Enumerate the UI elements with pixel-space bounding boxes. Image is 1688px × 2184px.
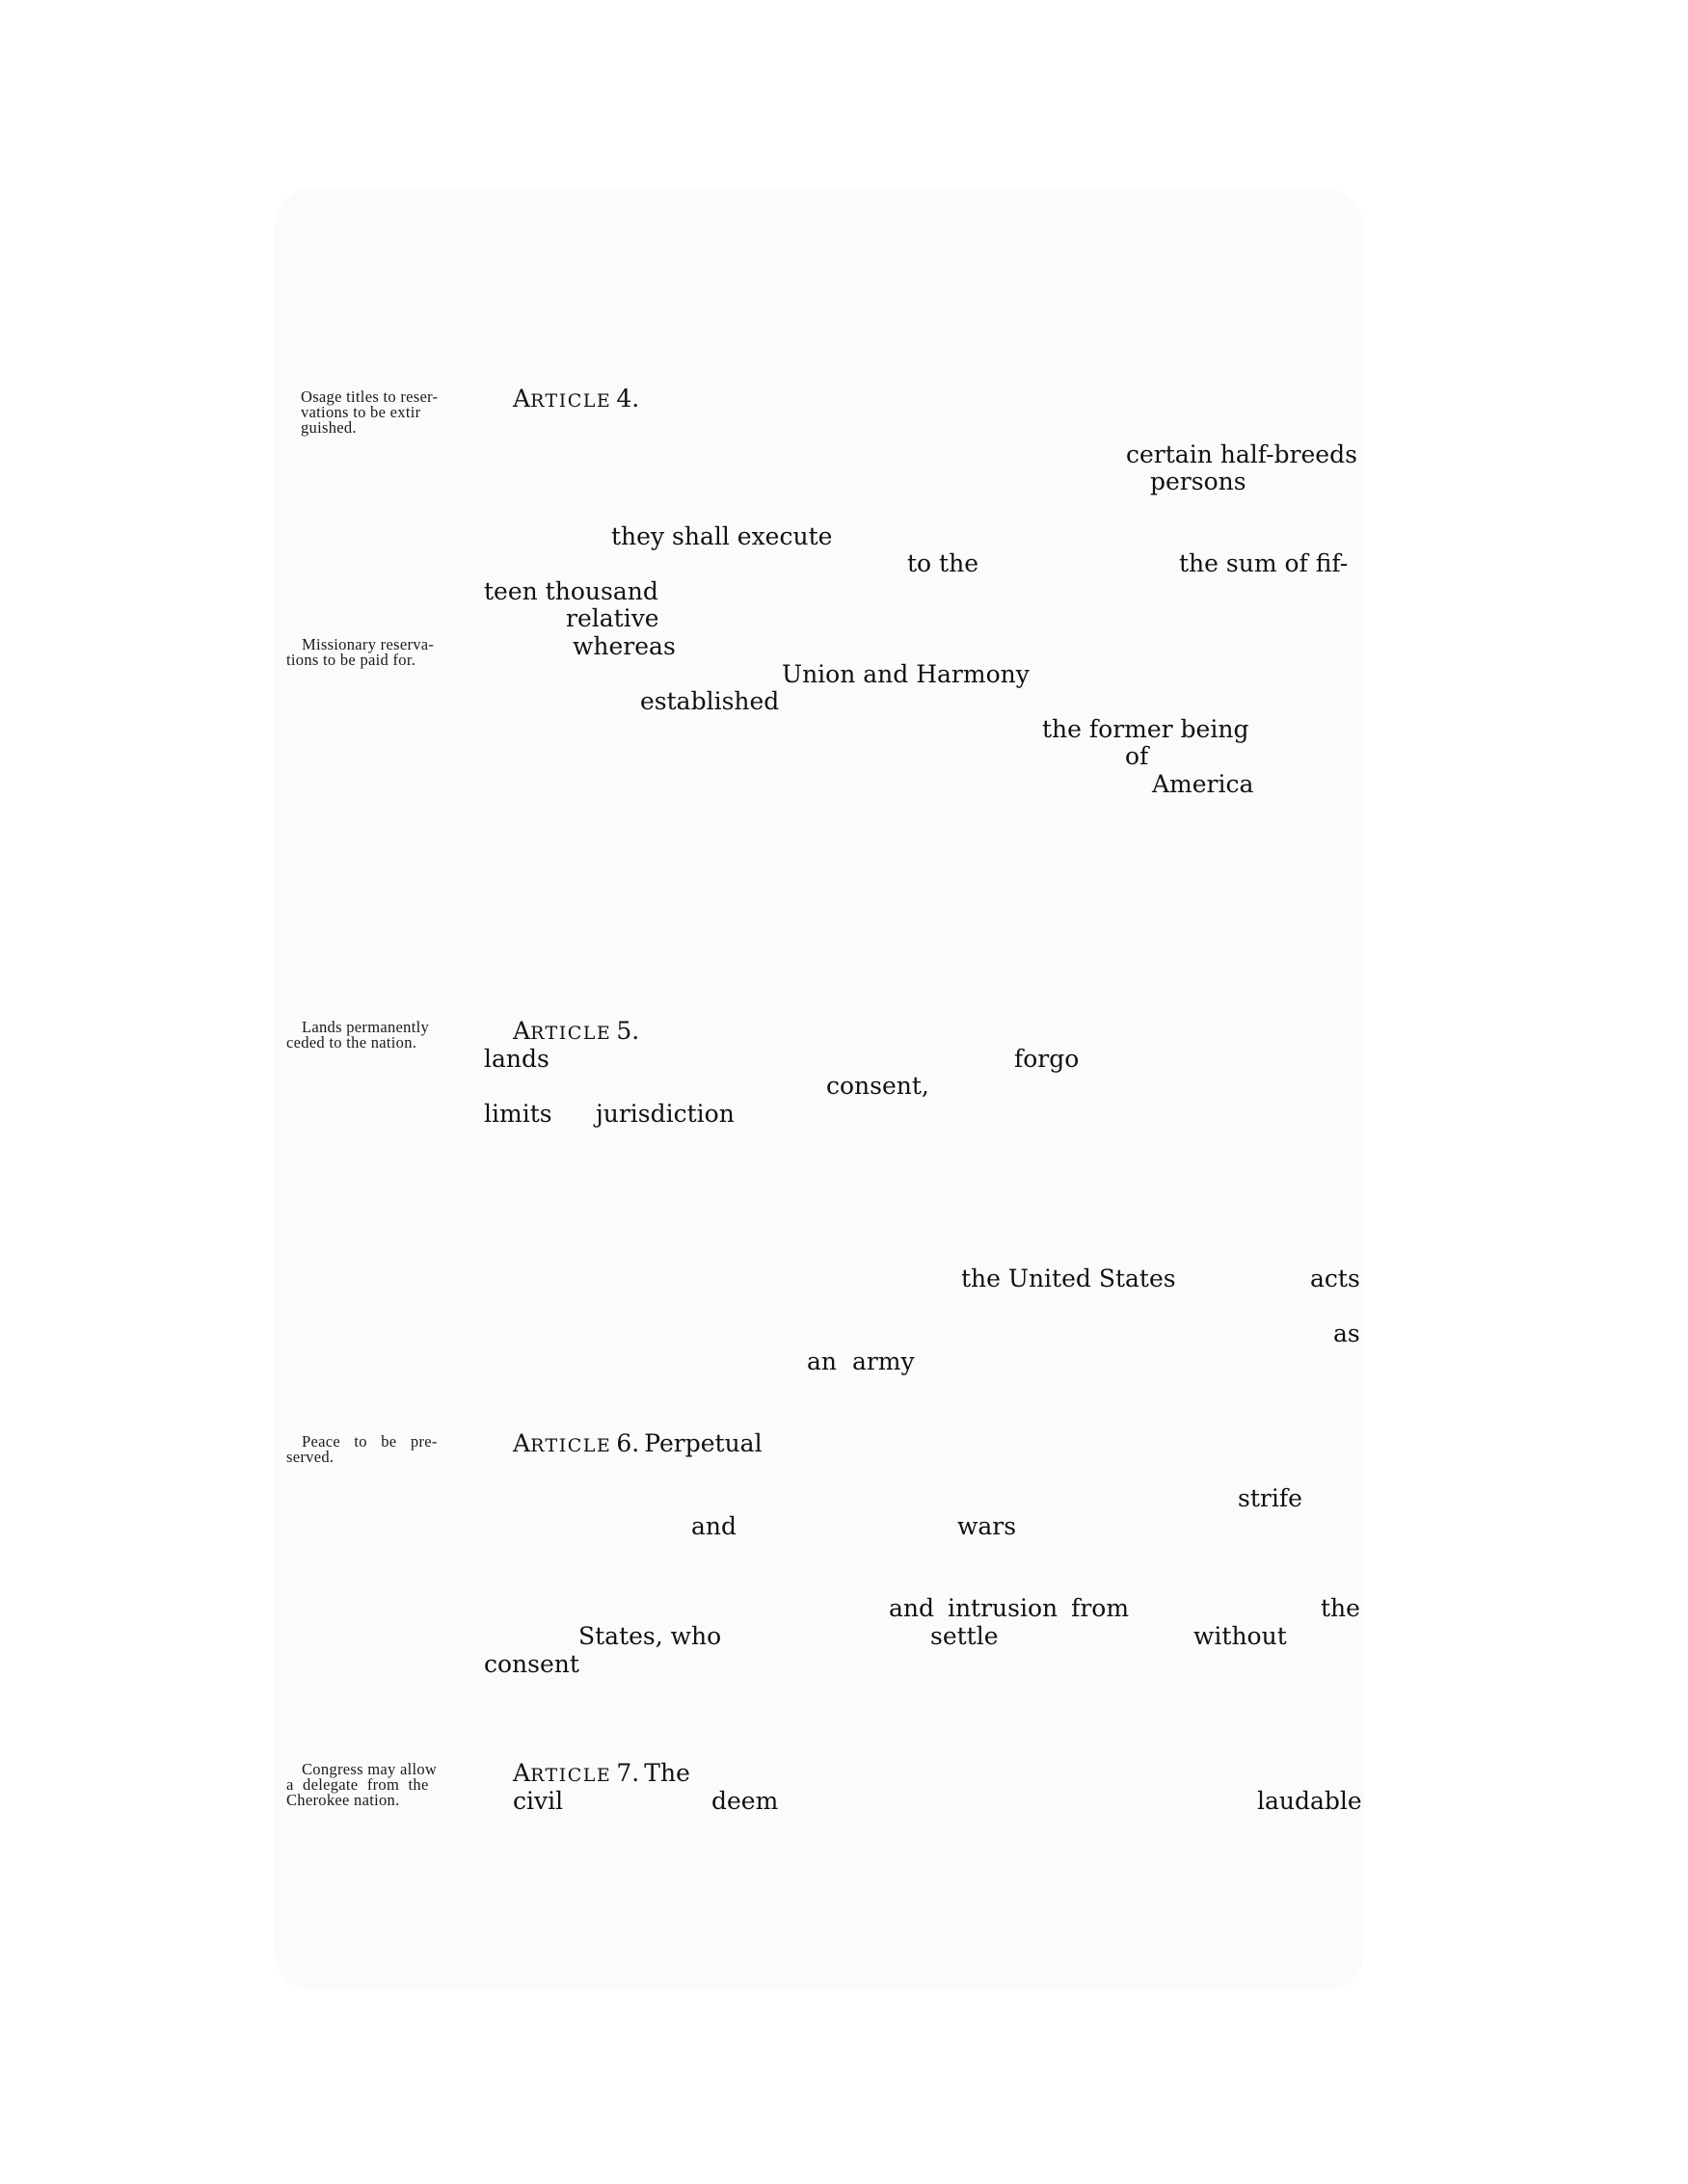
margin-note-article-7	[286, 1762, 437, 1808]
heading-small-caps: RTICLE	[530, 1435, 612, 1456]
word: to the	[907, 549, 978, 577]
word: certain half-breeds	[1126, 440, 1357, 468]
margin-note-line: Congress may allow	[302, 1760, 438, 1778]
heading-text: The	[644, 1759, 690, 1787]
word: an army	[807, 1347, 915, 1375]
word: acts	[1310, 1265, 1360, 1292]
word: the United States	[961, 1265, 1176, 1292]
word: and	[691, 1512, 737, 1540]
word: whereas	[573, 632, 676, 660]
heading-initial: A	[513, 1017, 531, 1045]
margin-note-line: Peace to be pre-	[302, 1432, 438, 1451]
word: without	[1193, 1622, 1287, 1650]
word: teen thousand	[484, 577, 658, 605]
word: jurisdiction	[596, 1100, 735, 1128]
heading-text: Perpetual	[644, 1429, 763, 1457]
margin-note-article-6	[286, 1434, 438, 1465]
heading-initial: A	[513, 385, 531, 413]
margin-note-line: a delegate from the	[286, 1775, 429, 1794]
margin-note-line: Missionary reserva-	[302, 635, 435, 653]
heading-small-caps: RTICLE	[530, 390, 612, 412]
word: the sum of fif-	[1179, 549, 1349, 577]
margin-note-line: Osage titles to reser-	[301, 387, 439, 406]
word: laudable	[1257, 1787, 1362, 1815]
margin-note-line: guished.	[301, 418, 357, 437]
margin-note-line: Lands permanently	[302, 1018, 430, 1036]
heading-number: 7.	[616, 1759, 640, 1787]
word: relative	[566, 604, 659, 632]
word: America	[1152, 770, 1254, 798]
word: consent,	[826, 1072, 929, 1100]
margin-note-line: vations to be extir	[301, 403, 421, 421]
word: civil	[513, 1787, 564, 1815]
heading-initial: A	[513, 1429, 531, 1457]
margin-note-line: ceded to the nation.	[286, 1033, 417, 1052]
word: persons	[1150, 467, 1246, 495]
margin-note-line: served.	[286, 1448, 335, 1466]
heading-initial: A	[513, 1759, 531, 1787]
article-4-heading	[513, 386, 639, 415]
word: settle	[930, 1622, 999, 1650]
article-5-heading	[513, 1018, 639, 1048]
word: the former being	[1042, 715, 1249, 743]
heading-small-caps: RTICLE	[530, 1765, 612, 1786]
margin-note-article-5	[286, 1020, 429, 1051]
word: limits	[484, 1100, 552, 1128]
margin-note-line: Cherokee nation.	[286, 1791, 400, 1809]
word: as	[1333, 1319, 1360, 1347]
word: States, who	[578, 1622, 722, 1650]
word: Union and Harmony	[782, 660, 1030, 688]
word: forgo	[1014, 1045, 1080, 1073]
word: and intrusion from	[889, 1594, 1130, 1622]
margin-note-article-4	[301, 389, 438, 436]
heading-number: 4.	[616, 385, 640, 413]
word: strife	[1238, 1484, 1302, 1512]
margin-note-line: tions to be paid for.	[286, 651, 416, 669]
heading-small-caps: RTICLE	[530, 1023, 612, 1044]
heading-number: 6.	[616, 1429, 640, 1457]
word: consent	[484, 1650, 579, 1678]
word: the	[1321, 1594, 1360, 1622]
word: deem	[711, 1787, 779, 1815]
word: wars	[957, 1512, 1017, 1540]
word: established	[640, 687, 780, 715]
word: lands	[484, 1045, 549, 1073]
word: they shall execute	[611, 522, 833, 550]
heading-number: 5.	[616, 1017, 640, 1045]
article-7-heading	[513, 1760, 690, 1790]
article-6-heading	[513, 1430, 763, 1460]
margin-note-missionary	[286, 637, 434, 668]
word: of	[1125, 742, 1149, 770]
